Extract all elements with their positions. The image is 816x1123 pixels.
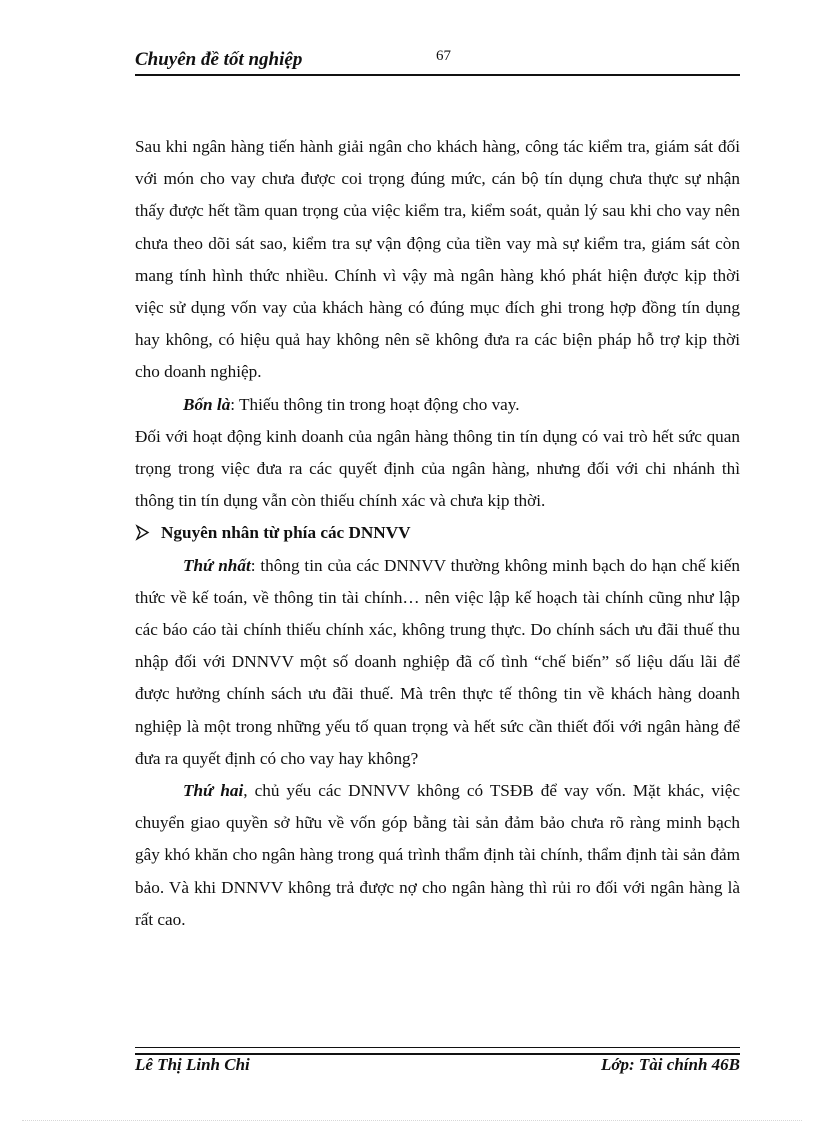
arrow-bullet-icon [135, 517, 150, 547]
document-body [135, 131, 740, 936]
footer-class: Lớp: Tài chính 46B [601, 1055, 740, 1074]
page-header [135, 48, 740, 74]
footer-rule [135, 1047, 740, 1055]
footer-author: Lê Thị Linh Chi [135, 1055, 250, 1074]
paragraph-5-lead: Thứ hai [183, 781, 244, 801]
paragraph-5-text: , chủ yếu các DNNVV không có TSĐB để vay vốn. Mặt khác, việc chuyển giao quyền sở hữu về vốn góp bằng tài sản đảm bảo chưa rõ ràng minh bạch gây khó khăn cho ngân hàng trong quá trình thẩm định tài chính, thẩm định tài sản đảm bảo. Và khi DNNVV không trả được nợ cho ngân hàng thì rủi ro đối với ngân hàng là rất cao. [135, 781, 740, 929]
paragraph-4-lead: Thứ nhất [183, 555, 251, 575]
page-edge [22, 1120, 802, 1121]
paragraph-1: Sau khi ngân hàng tiến hành giải ngân cho khách hàng, công tác kiểm tra, giám sát đối với món cho vay chưa được coi trọng đúng mức, cán bộ tín dụng chưa thực sự nhận thấy được hết tầm quan trọng của việc kiểm tra, kiểm soát, quản lý sau khi cho vay nên chưa theo dõi sát sao, kiểm tra sự vận động của tiền vay mà sự kiểm tra, giám sát còn mang tính hình thức nhiều. Chính vì vậy mà ngân hàng khó phát hiện được kịp thời việc sử dụng vốn vay của khách hàng có đúng mục đích ghi trong hợp đồng tín dụng hay không, có hiệu quả hay không nên sẽ không đưa ra các biện pháp hỗ trợ kịp thời cho doanh nghiệp. [135, 137, 740, 382]
paragraph-5 [135, 775, 740, 936]
paragraph-3: Đối với hoạt động kinh doanh của ngân hàng thông tin tín dụng có vai trò hết sức quan trọng trong việc đưa ra các quyết định của ngân hàng, nhưng đối với chi nhánh thì thông tin tín dụng vẫn còn thiếu chính xác và chưa kịp thời. [135, 426, 740, 511]
paragraph-2-lead: Bốn là [183, 394, 231, 414]
bullet-heading [135, 517, 740, 549]
paragraph-2 [135, 389, 740, 421]
paragraph-4-text: : thông tin của các DNNVV thường không minh bạch do hạn chế kiến thức về kế toán, về thông tin tài chính… nên việc lập kế hoạch tài chính cũng như lập các báo cáo tài chính thiếu chính xác, không trung thực. Do chính sách ưu đãi thuế thu nhập đối với DNNVV một số doanh nghiệp đã cố tình “chế biến” số liệu dấu lãi để được hưởng chính sách ưu đãi thuế. Mà trên thực tế thông tin về khách hàng doanh nghiệp là một trong những yếu tố quan trọng và hết sức cần thiết đối với ngân hàng để đưa ra quyết định có cho vay hay không? [135, 555, 740, 768]
header-title: Chuyên đề tốt nghiệp [135, 49, 303, 70]
page-number: 67 [436, 48, 451, 64]
header-rule [135, 74, 740, 76]
paragraph-4 [135, 550, 740, 775]
paragraph-2-text: : Thiếu thông tin trong hoạt động cho vay. [230, 394, 520, 414]
bullet-heading-text: Nguyên nhân từ phía các DNNVV [161, 523, 411, 543]
